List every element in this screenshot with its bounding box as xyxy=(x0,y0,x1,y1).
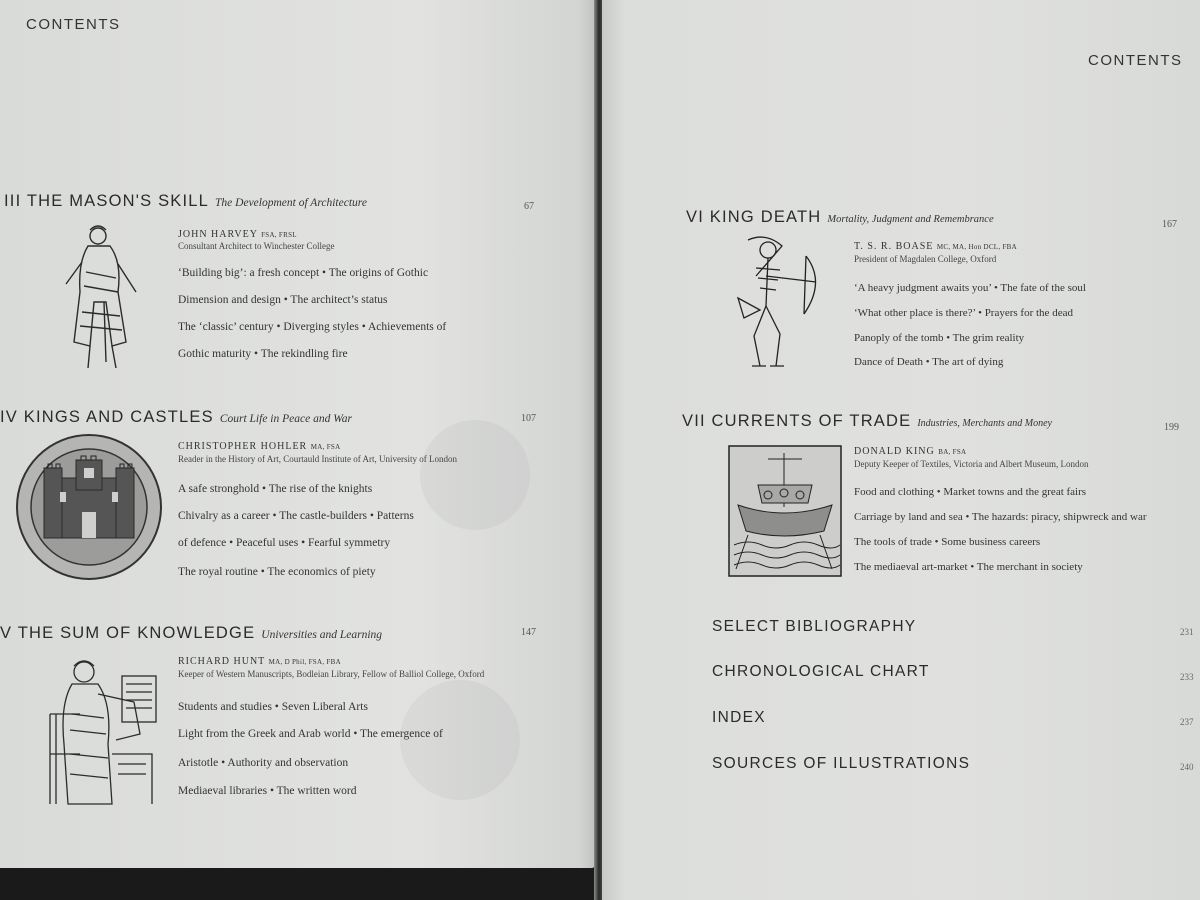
topic-line: of defence • Peaceful uses • Fearful symmetry xyxy=(178,537,391,549)
castle-seal-icon xyxy=(14,432,164,587)
author-affiliation: President of Magdalen College, Oxford xyxy=(854,254,997,264)
chapter-subtitle: Industries, Merchants and Money xyxy=(917,418,1052,429)
back-matter-page: 233 xyxy=(1180,672,1194,682)
author-affiliation: Keeper of Western Manuscripts, Bodleian Library, Fellow of Balliol College, Oxford xyxy=(178,669,485,679)
topic-line: ‘Building big’: a fresh concept • The origins of Gothic xyxy=(178,267,429,279)
author-name-text: DONALD KING xyxy=(854,446,935,457)
author-name xyxy=(178,441,340,452)
chapter-page-number: 199 xyxy=(1164,422,1179,433)
chapter-page-number: 147 xyxy=(521,627,536,638)
death-archer-icon xyxy=(726,236,838,379)
topic-line: Mediaeval libraries • The written word xyxy=(178,785,357,797)
topic-line: Food and clothing • Market towns and the great fairs xyxy=(854,486,1087,498)
right-page xyxy=(602,0,1200,900)
chapter-heading xyxy=(4,192,367,211)
author-affiliation: Consultant Architect to Winchester College xyxy=(178,241,335,251)
scholar-woodcut-icon xyxy=(42,654,164,815)
author-name xyxy=(178,656,341,667)
topic-line: The mediaeval art-market • The merchant in society xyxy=(854,561,1083,573)
chapter-page-number: 107 xyxy=(521,413,536,424)
mason-figure-icon xyxy=(60,222,142,377)
topic-line: Light from the Greek and Arab world • The emergence of xyxy=(178,728,443,740)
author-degrees: MA, D Phil, FSA, FBA xyxy=(268,658,341,666)
author-degrees: FSA, FRSL xyxy=(261,231,297,239)
chapter-title: VII CURRENTS OF TRADE xyxy=(682,412,912,430)
chapter-subtitle: The Development of Architecture xyxy=(215,197,367,209)
chapter-subtitle: Court Life in Peace and War xyxy=(219,413,352,425)
chapter-heading xyxy=(682,412,1052,431)
back-matter-title: SOURCES OF ILLUSTRATIONS xyxy=(712,755,971,772)
topic-line: Chivalry as a career • The castle-builders • Patterns xyxy=(178,510,414,522)
author-degrees: MA, FSA xyxy=(310,443,341,451)
running-head: CONTENTS xyxy=(26,16,121,33)
author-degrees: BA, FSA xyxy=(938,448,967,456)
chapter-heading xyxy=(686,208,994,227)
author-name-text: JOHN HARVEY xyxy=(178,229,258,240)
topic-line: Dimension and design • The architect’s status xyxy=(178,294,388,306)
topic-line: ‘A heavy judgment awaits you’ • The fate of the soul xyxy=(854,282,1086,294)
chapter-subtitle: Mortality, Judgment and Remembrance xyxy=(827,214,994,225)
chapter-page-number: 67 xyxy=(524,201,534,212)
author-name-text: RICHARD HUNT xyxy=(178,656,266,667)
topic-line: The tools of trade • Some business careers xyxy=(854,536,1041,548)
topic-line: ‘What other place is there?’ • Prayers for the dead xyxy=(854,307,1073,319)
author-name xyxy=(178,229,297,240)
topic-line: The ‘classic’ century • Diverging styles • Achievements of xyxy=(178,321,447,333)
back-matter-title: INDEX xyxy=(712,709,766,726)
chapter-title: IV KINGS AND CASTLES xyxy=(0,408,214,426)
topic-line: The royal routine • The economics of piety xyxy=(178,566,376,578)
topic-line: Dance of Death • The art of dying xyxy=(854,356,1004,368)
show-through-circle xyxy=(400,680,520,800)
back-matter-title: CHRONOLOGICAL CHART xyxy=(712,663,930,680)
back-matter-title: SELECT BIBLIOGRAPHY xyxy=(712,618,917,635)
chapter-title: V THE SUM OF KNOWLEDGE xyxy=(0,624,256,642)
chapter-title: VI KING DEATH xyxy=(686,208,822,226)
author-name-text: T. S. R. BOASE xyxy=(854,241,934,252)
topic-line: Students and studies • Seven Liberal Arts xyxy=(178,701,368,713)
topic-line: A safe stronghold • The rise of the knights xyxy=(178,483,373,495)
running-head: CONTENTS xyxy=(1088,52,1183,69)
author-degrees: MC, MA, Hon DCL, FBA xyxy=(936,243,1017,251)
author-name-text: CHRISTOPHER HOHLER xyxy=(178,441,308,452)
back-matter-page: 237 xyxy=(1180,717,1194,727)
author-affiliation: Reader in the History of Art, Courtauld Institute of Art, University of London xyxy=(178,454,457,464)
chapter-title: III THE MASON'S SKILL xyxy=(4,192,210,210)
left-page xyxy=(0,0,597,868)
topic-line: Aristotle • Authority and observation xyxy=(178,757,349,769)
author-name xyxy=(854,241,1017,252)
chapter-heading xyxy=(0,408,352,427)
chapter-subtitle: Universities and Learning xyxy=(261,629,383,641)
topic-line: Gothic maturity • The rekindling fire xyxy=(178,348,348,360)
back-matter-page: 231 xyxy=(1180,627,1194,637)
chapter-page-number: 167 xyxy=(1162,219,1177,230)
merchant-ship-icon xyxy=(728,445,842,582)
topic-line: Panoply of the tomb • The grim reality xyxy=(854,332,1025,344)
chapter-heading xyxy=(0,624,382,643)
author-affiliation: Deputy Keeper of Textiles, Victoria and Albert Museum, London xyxy=(854,459,1089,469)
author-name xyxy=(854,446,966,457)
topic-line: Carriage by land and sea • The hazards: piracy, shipwreck and war xyxy=(854,511,1147,523)
back-matter-page: 240 xyxy=(1180,762,1194,772)
show-through-circle xyxy=(420,420,530,530)
